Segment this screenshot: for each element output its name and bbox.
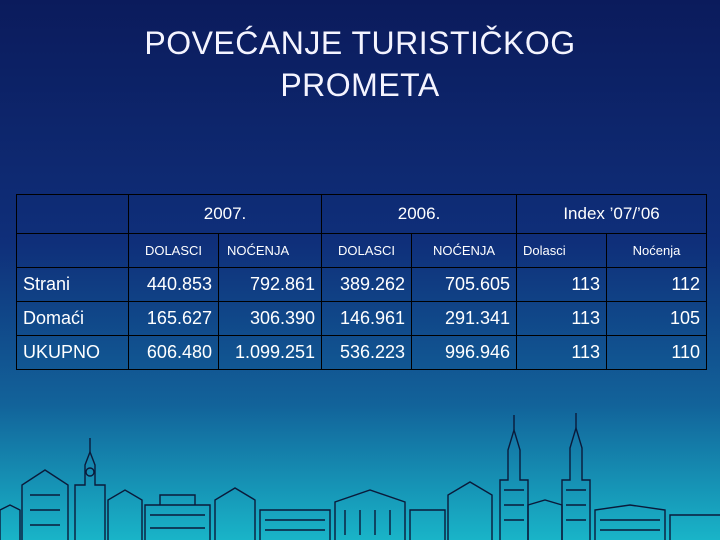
cell-index-nocenja: 112 (607, 268, 707, 302)
cell-index-dolasci: 113 (517, 336, 607, 370)
cell-nocenja-2006: 705.605 (412, 268, 517, 302)
subheader-dolasci-index: Dolasci (517, 234, 607, 268)
title-line-2: PROMETA (280, 67, 440, 103)
cell-dolasci-2006: 389.262 (322, 268, 412, 302)
year-header-2007: 2007. (129, 195, 322, 234)
cell-nocenja-2006: 996.946 (412, 336, 517, 370)
cell-dolasci-2006: 536.223 (322, 336, 412, 370)
cell-index-dolasci: 113 (517, 302, 607, 336)
page-title (0, 22, 720, 106)
subheader-row (17, 234, 707, 268)
subheader-dolasci-2006: DOLASCI (322, 234, 412, 268)
subheader-dolasci-2007: DOLASCI (129, 234, 219, 268)
row-label: Domaći (17, 302, 129, 336)
subheader-nocenja-2006: NOĆENJA (412, 234, 517, 268)
table-row (17, 336, 707, 370)
cell-dolasci-2007: 606.480 (129, 336, 219, 370)
index-header: Index ’07/’06 (517, 195, 707, 234)
table-row (17, 268, 707, 302)
cell-dolasci-2007: 440.853 (129, 268, 219, 302)
corner-cell (17, 195, 129, 234)
city-skyline-illustration (0, 410, 720, 540)
row-label: UKUPNO (17, 336, 129, 370)
table-row (17, 302, 707, 336)
cell-index-nocenja: 110 (607, 336, 707, 370)
cell-dolasci-2006: 146.961 (322, 302, 412, 336)
cell-nocenja-2007: 792.861 (219, 268, 322, 302)
cell-nocenja-2007: 1.099.251 (219, 336, 322, 370)
year-header-2006: 2006. (322, 195, 517, 234)
subheader-nocenja-index: Noćenja (607, 234, 707, 268)
cell-index-nocenja: 105 (607, 302, 707, 336)
subheader-nocenja-2007: NOĆENJA (219, 234, 322, 268)
cell-nocenja-2007: 306.390 (219, 302, 322, 336)
cell-dolasci-2007: 165.627 (129, 302, 219, 336)
title-line-1: POVEĆANJE TURISTIČKOG (144, 25, 576, 61)
cell-nocenja-2006: 291.341 (412, 302, 517, 336)
cell-index-dolasci: 113 (517, 268, 607, 302)
tourism-table (16, 194, 707, 370)
row-label: Strani (17, 268, 129, 302)
corner-cell-2 (17, 234, 129, 268)
year-header-row (17, 195, 707, 234)
